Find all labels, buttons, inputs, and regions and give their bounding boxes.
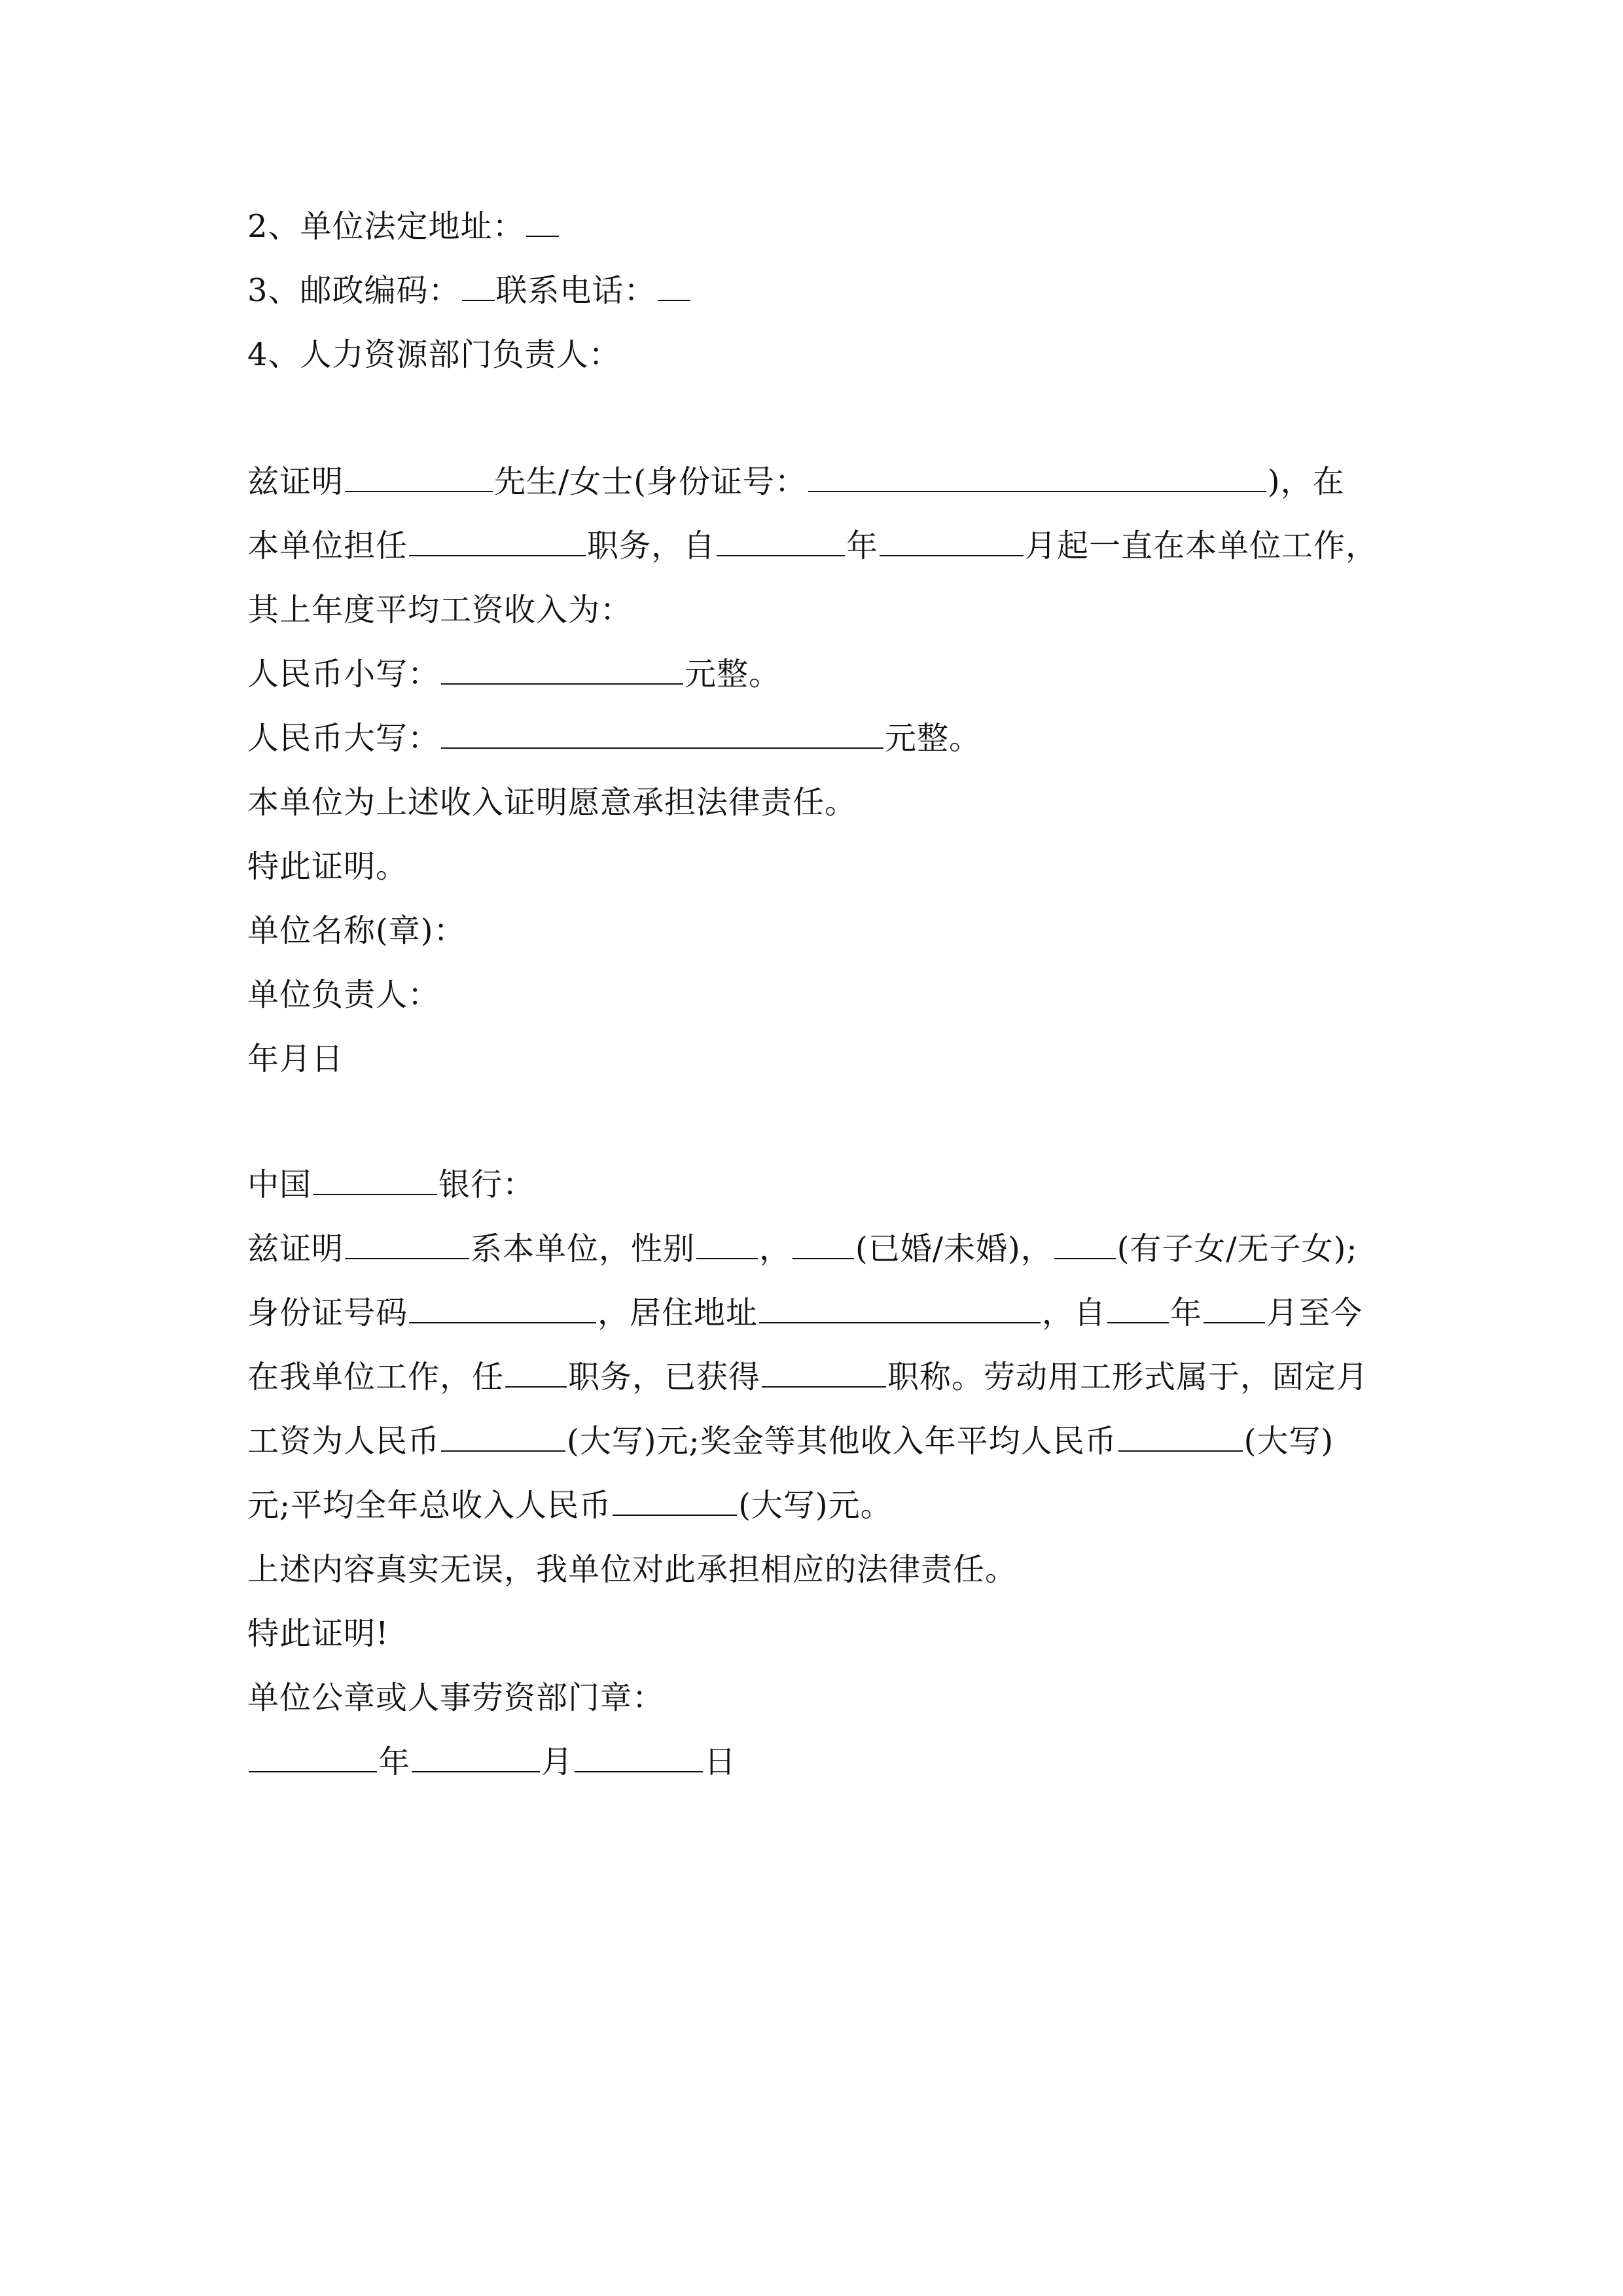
monthly-salary-label: 工资为人民币 [247,1423,440,1460]
certify-name-line [247,462,1345,501]
avg-salary-line [247,590,632,630]
employment-type-label: 职称。劳动用工形式属于，固定月 [887,1359,1369,1395]
date-label: 年月日 [247,1041,344,1077]
bank-prefix: 中国 [247,1166,312,1203]
liability-text: 本单位为上述收入证明愿意承担法律责任。 [247,784,857,821]
date-day-label: 日 [704,1744,737,1780]
hereby-certify-2-text: 特此证明! [247,1615,389,1652]
postcode-label: 3、邮政编码： [247,272,461,309]
phone-blank [658,271,690,301]
hereby-certify-2-line [247,1614,389,1653]
total-income-suffix: (大写)元。 [738,1487,893,1524]
date-line [247,1039,344,1079]
rmb-uppercase-label: 人民币大写： [247,720,440,757]
date-month-label: 月 [541,1744,574,1780]
date-month-blank [412,1742,540,1772]
bonus-label: (大写)元;奖金等其他收入年平均人民币 [567,1423,1117,1460]
until-now-label: 月至今 [1266,1295,1363,1331]
name-blank [345,462,493,492]
certify-label: 兹证明 [247,1230,344,1267]
address-label: ，居住地址 [597,1295,758,1331]
legal-address-blank [526,207,559,237]
year-blank [717,526,845,556]
phone-label: 联系电话： [495,272,656,309]
position-label: 本单位担任 [247,528,408,564]
gender-blank [696,1229,758,1259]
person-name-blank [345,1229,469,1259]
id-number-blank [409,1293,596,1323]
since-label: 职务，自 [587,528,716,564]
since-label: ，自 [1042,1295,1107,1331]
salary-line [247,1422,1334,1461]
marital-blank [793,1229,854,1259]
year-label: 年 [846,528,879,564]
postcode-blank [462,271,495,301]
address-blank [759,1293,1041,1323]
since-year-blank [1107,1293,1169,1323]
bank-name-blank [313,1165,437,1195]
since-month-blank [1204,1293,1265,1323]
rmb-lowercase-line [247,655,781,694]
accuracy-text: 上述内容真实无误，我单位对此承担相应的法律责任。 [247,1551,1018,1588]
unit-name-label: 单位名称(章)： [247,912,466,949]
hereby-certify-text: 特此证明。 [247,848,408,885]
work-title-line [247,1357,1368,1397]
unit-name-line [247,911,465,950]
rmb-lowercase-blank [441,655,683,685]
position-line [247,526,1378,565]
marital-label: (已婚/未婚)， [855,1230,1053,1267]
hr-head-label: 4、人力资源部门负责人： [247,336,621,373]
bank-line [247,1165,535,1204]
hereby-certify-line [247,847,408,886]
children-blank [1054,1229,1116,1259]
rmb-lowercase-label: 人民币小写： [247,656,440,692]
avg-salary-label: 其上年度平均工资收入为： [247,592,633,628]
certify-person-line [247,1229,1358,1268]
month-blank [880,526,1024,556]
postcode-phone-line [247,271,692,310]
legal-address-line [247,207,560,246]
rmb-uppercase-suffix: 元整。 [885,720,982,757]
gender-label: 系本单位，性别 [471,1230,696,1267]
date-year-label: 年 [378,1744,411,1780]
children-label: (有子女/无子女); [1116,1230,1358,1267]
hr-head-line [247,335,621,374]
date-year-blank [249,1742,377,1772]
unit-head-label: 单位负责人： [247,977,440,1013]
work-position-blank [505,1357,567,1388]
total-income-label: 元;平均全年总收入人民币 [247,1487,612,1524]
total-income-line [247,1486,893,1525]
liability-line [247,783,857,822]
id-number-blank [808,462,1266,492]
id-address-line [247,1293,1363,1333]
legal-address-label: 2、单位法定地址： [247,208,525,245]
seal-label: 单位公章或人事劳资部门章： [247,1679,665,1716]
seal-line [247,1678,664,1717]
year-label: 年 [1170,1295,1203,1331]
unit-head-line [247,975,440,1014]
monthly-salary-blank [441,1422,565,1452]
date-2-line [247,1742,736,1782]
accuracy-line [247,1550,1017,1589]
title-blank [762,1357,886,1388]
bank-suffix: 银行： [438,1166,535,1203]
total-income-blank [613,1486,737,1516]
obtained-label: 职务，已获得 [568,1359,761,1395]
comma: ， [759,1230,792,1267]
work-position-label: 在我单位工作，任 [247,1359,505,1395]
bonus-blank [1118,1422,1243,1452]
rmb-uppercase-line [247,719,981,758]
at-label: )，在 [1267,463,1345,500]
id-number-label: 身份证号码 [247,1295,408,1331]
certify-label: 兹证明 [247,463,344,500]
month-label: 月起一直在本单位工作， [1025,528,1378,564]
rmb-lowercase-suffix: 元整。 [685,656,781,692]
date-day-blank [575,1742,703,1772]
gender-id-label: 先生/女士(身份证号： [494,463,807,500]
position-blank [409,526,586,556]
bonus-uppercase-label: (大写) [1243,1423,1334,1460]
rmb-uppercase-blank [441,719,883,749]
